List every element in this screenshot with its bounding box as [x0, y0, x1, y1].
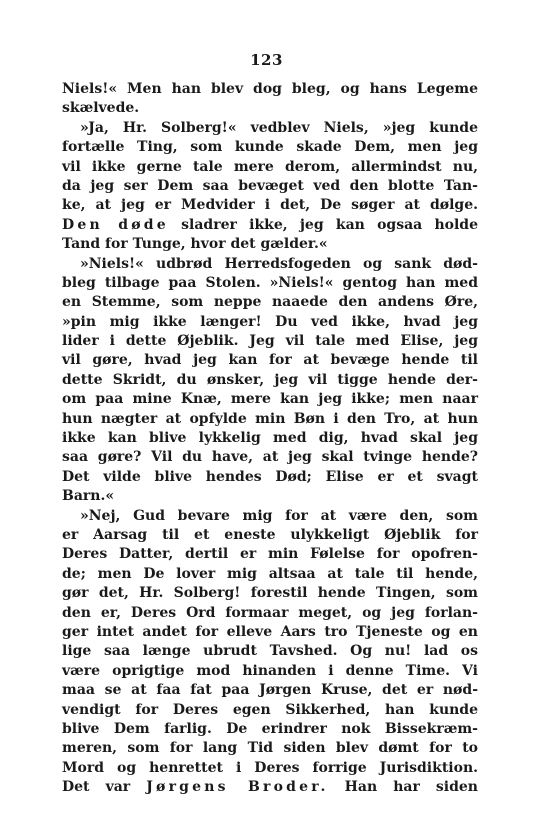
text-line: den er, Deres Ord formaar meget, og jeg forlan-: [62, 604, 478, 621]
text-line: saa gøre? Vil du have, at jeg skal tvinge hende?: [62, 449, 478, 466]
text-line: om paa mine Knæ, mere kan jeg ikke; men naar: [62, 391, 478, 408]
text-line: dette Skridt, du ønsker, jeg vil tigge hende der-: [62, 371, 478, 388]
text-line: de; men De lover mig altsaa at tale til hende,: [62, 565, 478, 582]
spaced-emphasis: Den døde: [62, 216, 169, 233]
text-line: vendigt for Deres egen Sikkerhed, han kunde: [62, 701, 478, 718]
text-line: »pin mig ikke længer! Du ved ikke, hvad jeg: [62, 313, 478, 330]
text-line: Mord og henrettet i Deres forrige Jurisdiktion.: [62, 759, 478, 776]
text-line: meren, som for lang Tid siden blev dømt for to: [62, 740, 478, 757]
text-line: Barn.«: [62, 488, 115, 505]
text-line: ger intet andet for elleve Aars tro Tjeneste og en: [62, 623, 478, 640]
text-line: Tand for Tunge, hvor det gælder.«: [62, 236, 328, 253]
text-line: gør det, Hr. Solberg! forestil hende Tingen, som: [62, 585, 478, 602]
body-text: [62, 80, 478, 797]
text-run: Han har siden: [328, 779, 478, 796]
text-line: ikke kan blive lykkelig med dig, hvad skal jeg: [62, 430, 478, 447]
text-run: sladrer ikke, jeg kan ogsaa holde: [168, 216, 479, 233]
text-line: »Ja, Hr. Solberg!« vedblev Niels, »jeg kunde: [80, 119, 478, 136]
text-line: da jeg ser Dem saa bevæget ved den blotte Tan-: [62, 177, 478, 194]
text-line: lige saa længe ubrudt Tavshed. Og nu! lad os: [62, 643, 478, 660]
text-line: »Niels!« udbrød Herredsfogeden og sank død-: [80, 255, 478, 272]
text-line: vil ikke gerne tale mere derom, allermindst nu,: [62, 158, 478, 175]
text-line: maa se at faa fat paa Jørgen Kruse, det er nød-: [62, 682, 478, 699]
text-line: Deres Datter, dertil er min Følelse for opofren-: [62, 546, 478, 563]
text-line: Det vilde blive hendes Død; Elise er et svagt: [62, 468, 478, 485]
text-line: skælvede.: [62, 100, 140, 117]
page-number: 123: [250, 51, 283, 69]
text-line: blive Dem farlig. De erindrer nok Bissekræm-: [62, 720, 478, 737]
text-line: lider i dette Øjeblik. Jeg vil tale med Elise, jeg: [62, 333, 478, 350]
text-line: vil gøre, hvad jeg kan for at bevæge hende til: [62, 352, 478, 369]
spaced-emphasis: Jørgens Broder.: [146, 779, 329, 796]
text-line-emphasis: [62, 778, 478, 797]
text-line: hun nægter at opfylde min Bøn i den Tro, at hun: [62, 410, 478, 427]
text-line: en Stemme, som neppe naaede den andens Øre,: [62, 294, 478, 311]
text-line: Niels!« Men han blev dog bleg, og hans Legeme: [62, 81, 478, 97]
text-line: er Aarsag til et eneste ulykkeligt Øjeblik for: [62, 526, 478, 543]
text-line: »Nej, Gud bevare mig for at være den, som: [80, 507, 478, 524]
text-line: være oprigtige mod hinanden i denne Time. Vi: [62, 662, 478, 679]
text-line: ke, at jeg er Medvider i det, De søger at dølge.: [62, 197, 478, 214]
text-run: Det var: [62, 779, 147, 796]
text-line: fortælle Ting, som kunde skade Dem, men jeg: [62, 139, 478, 156]
text-line: bleg tilbage paa Stolen. »Niels!« gentog han med: [62, 274, 478, 291]
text-line-emphasis: [62, 216, 478, 235]
